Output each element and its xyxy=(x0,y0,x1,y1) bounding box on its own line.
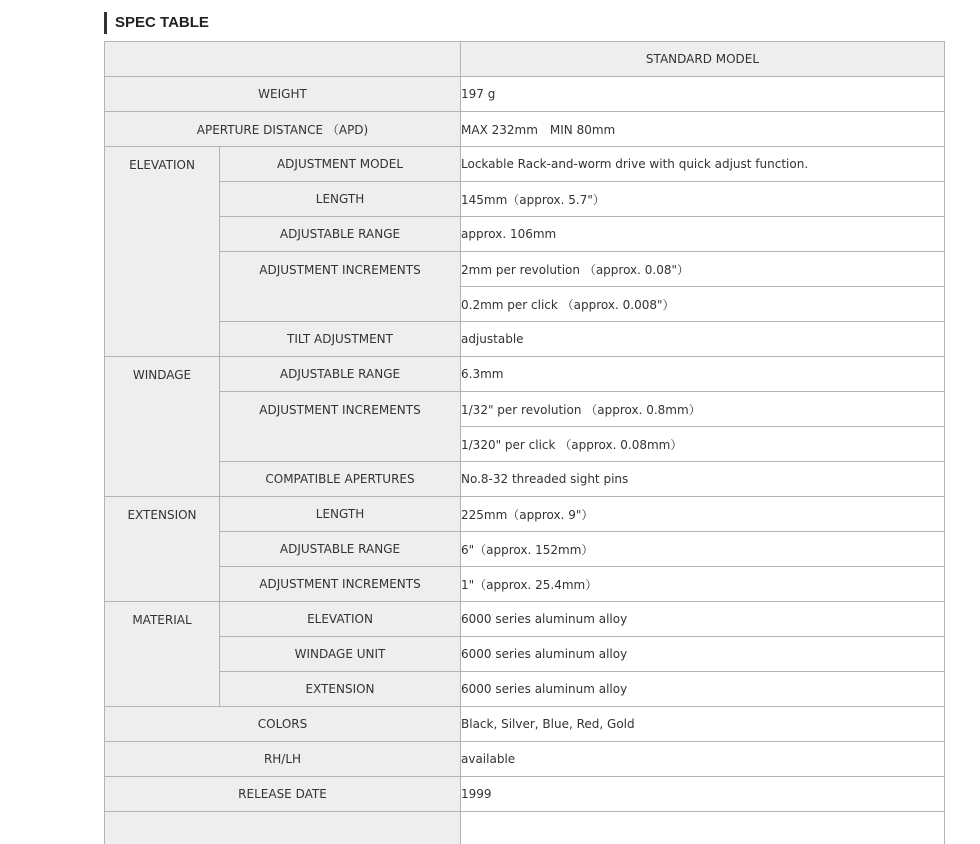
windage-group-label: WINDAGE xyxy=(105,357,220,497)
table-row xyxy=(105,462,945,497)
elevation-tilt-value: adjustable xyxy=(461,322,945,357)
material-extension-value: 6000 series aluminum alloy xyxy=(461,672,945,707)
section-title: SPEC TABLE xyxy=(104,12,209,34)
colors-label: COLORS xyxy=(105,707,461,742)
release-date-value: 1999 xyxy=(461,777,945,812)
table-row xyxy=(105,42,945,77)
table-row xyxy=(105,672,945,707)
table-row xyxy=(105,112,945,147)
table-row xyxy=(105,77,945,112)
material-windage-unit-value: 6000 series aluminum alloy xyxy=(461,637,945,672)
extension-adjustable-range-label: ADJUSTABLE RANGE xyxy=(220,532,461,567)
table-row xyxy=(105,147,945,182)
extension-length-value: 225mm（approx. 9"） xyxy=(461,497,945,532)
windage-adjustable-range-value: 6.3mm xyxy=(461,357,945,392)
apd-value: MAX 232mm MIN 80mm xyxy=(461,112,945,147)
elevation-increments-value-2: 0.2mm per click （approx. 0.008"） xyxy=(461,287,945,322)
windage-increments-value-2: 1/320" per click （approx. 0.08mm） xyxy=(461,427,945,462)
cut-off-row-label xyxy=(105,812,461,844)
material-elevation-label: ELEVATION xyxy=(220,602,461,637)
table-row xyxy=(105,497,945,532)
elevation-increments-value-1: 2mm per revolution （approx. 0.08"） xyxy=(461,252,945,287)
elevation-length-value: 145mm（approx. 5.7"） xyxy=(461,182,945,217)
elevation-length-label: LENGTH xyxy=(220,182,461,217)
table-row xyxy=(105,322,945,357)
rh-lh-label: RH/LH xyxy=(105,742,461,777)
elevation-adjustable-range-label: ADJUSTABLE RANGE xyxy=(220,217,461,252)
weight-value: 197 g xyxy=(461,77,945,112)
header-blank-cell xyxy=(105,42,461,77)
weight-label: WEIGHT xyxy=(105,77,461,112)
extension-length-label: LENGTH xyxy=(220,497,461,532)
column-header: STANDARD MODEL xyxy=(461,42,945,77)
extension-adjustment-increments-label: ADJUSTMENT INCREMENTS xyxy=(220,567,461,602)
extension-group-label: EXTENSION xyxy=(105,497,220,602)
table-row xyxy=(105,182,945,217)
material-elevation-value: 6000 series aluminum alloy xyxy=(461,602,945,637)
colors-value: Black, Silver, Blue, Red, Gold xyxy=(461,707,945,742)
elevation-adjustment-increments-label: ADJUSTMENT INCREMENTS xyxy=(220,252,461,322)
material-group-label: MATERIAL xyxy=(105,602,220,707)
windage-compatible-apertures-label: COMPATIBLE APERTURES xyxy=(220,462,461,497)
table-row xyxy=(105,532,945,567)
release-date-label: RELEASE DATE xyxy=(105,777,461,812)
apd-label: APERTURE DISTANCE （APD) xyxy=(105,112,461,147)
table-row xyxy=(105,252,945,287)
material-extension-label: EXTENSION xyxy=(220,672,461,707)
rh-lh-value: available xyxy=(461,742,945,777)
table-row xyxy=(105,637,945,672)
extension-adjustment-increments-value: 1"（approx. 25.4mm） xyxy=(461,567,945,602)
windage-adjustable-range-label: ADJUSTABLE RANGE xyxy=(220,357,461,392)
table-row xyxy=(105,742,945,777)
table-row xyxy=(105,217,945,252)
table-row xyxy=(105,357,945,392)
windage-compatible-apertures-value: No.8-32 threaded sight pins xyxy=(461,462,945,497)
elevation-adjustment-model-label: ADJUSTMENT MODEL xyxy=(220,147,461,182)
spec-table xyxy=(104,41,945,844)
cut-off-row-value xyxy=(461,812,945,844)
elevation-group-label: ELEVATION xyxy=(105,147,220,357)
material-windage-unit-label: WINDAGE UNIT xyxy=(220,637,461,672)
table-row xyxy=(105,567,945,602)
table-row xyxy=(105,707,945,742)
elevation-tilt-label: TILT ADJUSTMENT xyxy=(220,322,461,357)
extension-adjustable-range-value: 6"（approx. 152mm） xyxy=(461,532,945,567)
table-row xyxy=(105,777,945,812)
table-row xyxy=(105,602,945,637)
windage-increments-value-1: 1/32" per revolution （approx. 0.8mm） xyxy=(461,392,945,427)
table-row xyxy=(105,392,945,427)
elevation-adjustment-model-value: Lockable Rack-and-worm drive with quick adjust function. xyxy=(461,147,945,182)
windage-adjustment-increments-label: ADJUSTMENT INCREMENTS xyxy=(220,392,461,462)
table-row xyxy=(105,812,945,844)
elevation-adjustable-range-value: approx. 106mm xyxy=(461,217,945,252)
